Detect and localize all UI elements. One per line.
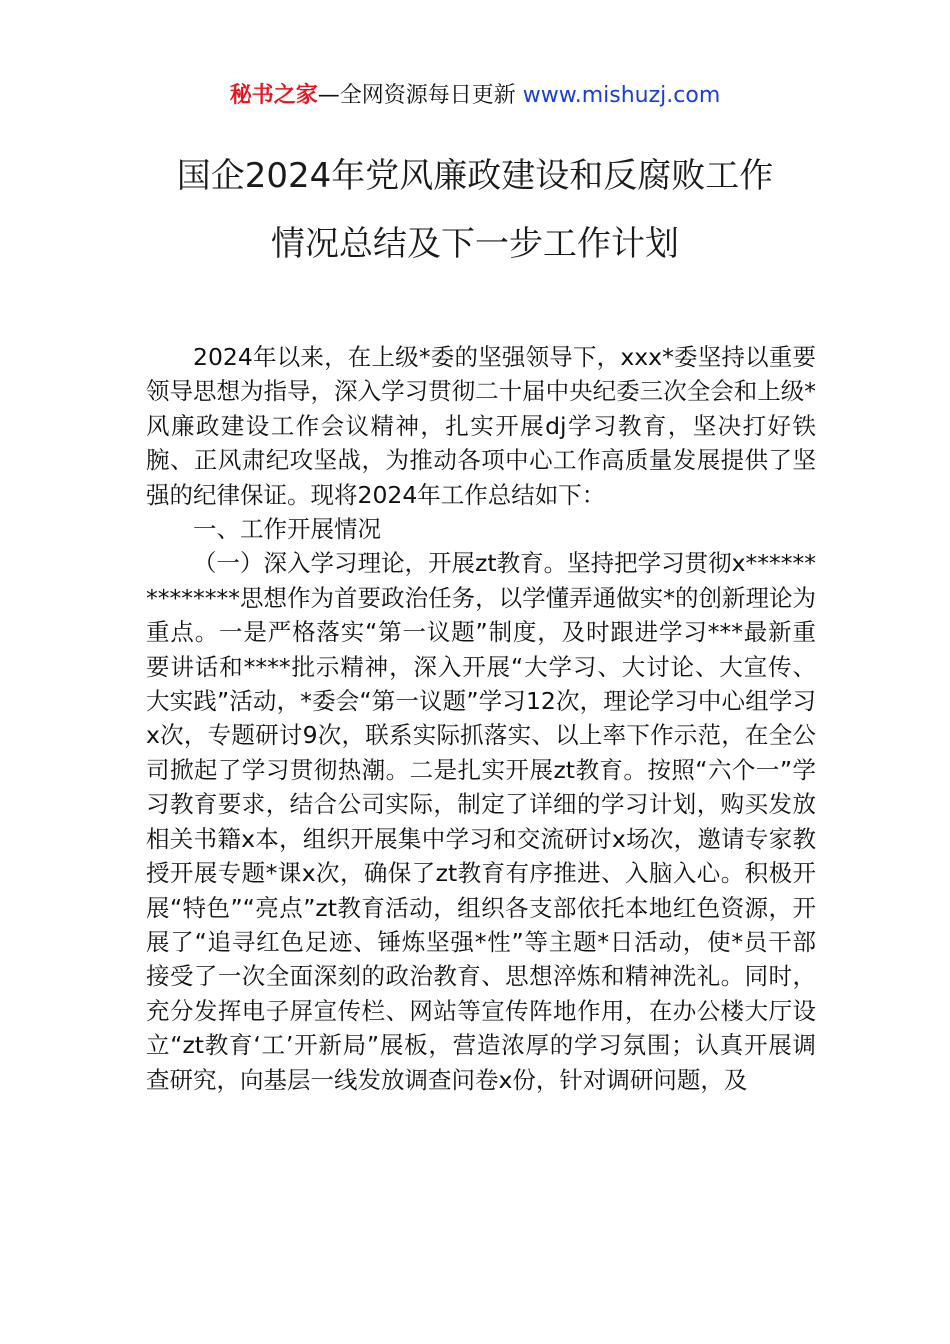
site-url-link[interactable]: www.mishuzj.com (522, 83, 721, 108)
document-title-line-1: 国企2024年党风廉政建设和反腐败工作 (176, 156, 774, 196)
section-heading: 一、工作开展情况 (193, 515, 381, 544)
document-title-line-2: 情况总结及下一步工作计划 (271, 224, 679, 264)
banner-tagline: —全网资源每日更新 (317, 83, 523, 108)
body-paragraph: （一）深入学习理论，开展zt教育。坚持把学习贯彻x**************思想作为首要政治任务，以学懂弄通做实*的创新理论为重点。一是严格落实“第一议题”制度，及时跟进学习***最新重要讲话和****批示精神，深入开展“大学习、大讨论、大宣传、大实践”活动，*委会“第一议题”学习12次，理论学习中心组学习x次，专题研讨9次，联系实际抓落实、以上率下作示范，在全公司掀起了学习贯彻热潮。二是扎实开展zt教育。按照“六个一”学习教育要求，结合公司实际，制定了详细的学习计划，购买发放相关书籍x本，组织开展集中学习和交流研讨x场次，邀请专家教授开展专题*课x次，确保了zt教育有序推进、入脑入心。积极开展“特色”“亮点”zt教育活动，组织各支部依托本地红色资源，开展了“追寻红色足迹、锤炼坚强*性”等主题*日活动，使*员干部接受了一次全面深刻的政治教育、思想淬炼和精神洗礼。同时，充分发挥电子屏宣传栏、网站等宣传阵地作用，在办公楼大厅设立“zt教育‘工’开新局”展板，营造浓厚的学习氛围；认真开展调查研究，向基层一线发放调查问卷x份，针对调研问题，及 (146, 549, 816, 1094)
intro-paragraph: 2024年以来，在上级*委的坚强领导下，xxx*委坚持以重要领导思想为指导，深入学习贯彻二十届中央纪委三次全会和上级*风廉政建设工作会议精神，扎实开展dj学习教育，坚决打好铁腕、正风肃纪攻坚战，为推动各项中心工作高质量发展提供了坚强的纪律保证。现将2024年工作总结如下： (146, 343, 816, 509)
document-body (146, 340, 816, 1097)
brand-name: 秘书之家 (229, 83, 318, 108)
site-banner (0, 80, 950, 112)
